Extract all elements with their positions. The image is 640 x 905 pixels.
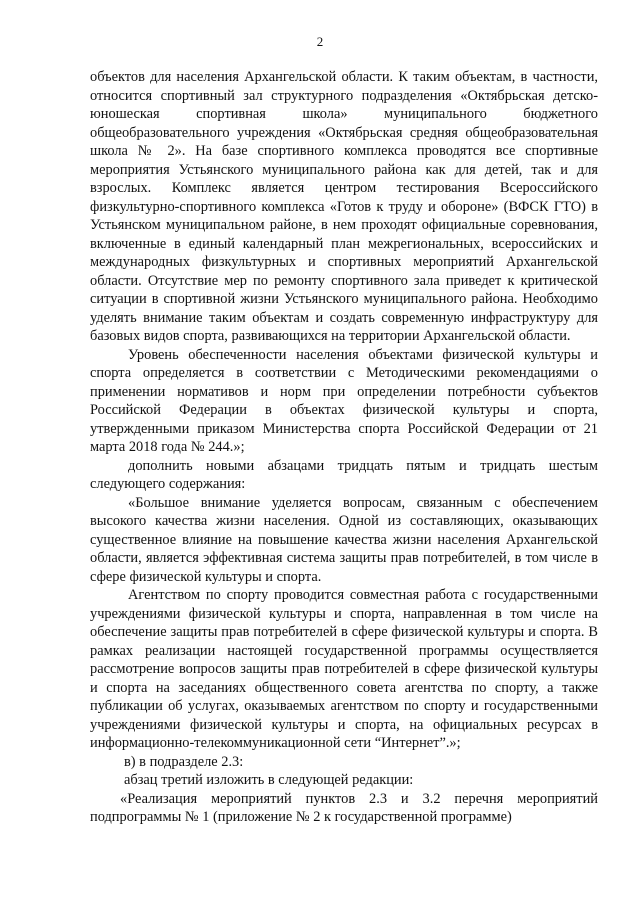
paragraph-implementation: «Реализация мероприятий пунктов 2.3 и 3.2 перечня мероприятий подпрограммы № 1 (приложение № 2 к государственной программе): [90, 790, 598, 825]
paragraph-provision-level: Уровень обеспеченности населения объектами физической культуры и спорта определяется в соответствии с Методическими рекомендациями о применении нормативов и норм при определении потребности субъектов Российской Федерации в объектах физической культуры и спорта, утвержденными приказом Министерства спорта Российской Федерации от 21 марта 2018 года № 244.»;: [90, 346, 598, 455]
paragraph-sport-hall: объектов для населения Архангельской области. К таким объектам, в частности, относится спортивный зал структурного подразделения «Октябрьская детско-юношеская спортивная школа» муниципального бюджетного общеобразовательного учреждения «Октябрьская средняя общеобразовательная школа № 2». На базе спортивного комплекса проводятся все спортивные мероприятия Устьянского муниципального района как для детей, так и для взрослых. Комплекс является центром тестирования Всероссийского физкультурно-спортивного комплекса «Готов к труду и обороне» (ВФСК ГТО) в Устьянском муниципальном районе, в нем проходят официальные соревнования, включенные в единый календарный план межрегиональных, всероссийских и международных физкультурных и спортивных мероприятий Архангельской области. Отсутствие мер по ремонту спортивного зала приведет к критической ситуации в спортивной жизни Устьянского муниципального района. Необходимо уделять внимание таким объектам и создать современную инфраструктуру для базовых видов спорта, развивающихся на территории Архангельской области.: [90, 69, 598, 344]
paragraph-quality-of-life: «Большое внимание уделяется вопросам, связанным с обеспечением высокого качества жизни населения. Одной из составляющих, оказывающих существенное влияние на повышение качества жизни населения Архангельской области, является эффективная система защиты прав потребителей, в том числе в сфере физической культуры и спорта.: [90, 494, 598, 585]
page-number: 2: [316, 34, 324, 49]
document-body: [90, 68, 598, 827]
paragraph-consumer-protection: Агентством по спорту проводится совместная работа с государственными учреждениями физической культуры и спорта, направленная в том числе на обеспечение защиты прав потребителей в сфере физической культуры и спорта. В рамках реализации настоящей государственной программы осуществляется рассмотрение вопросов защиты прав потребителей в сфере физической культуры и спорта на заседаниях общественного совета агентства по спорту, а также публикации об услугах, оказываемых агентством по спорту и государственными учреждениями физической культуры и спорта, на официальных ресурсах в информационно-телекоммуникационной сети “Интернет”.»;: [90, 587, 598, 751]
paragraph-amendment-instruction: дополнить новыми абзацами тридцать пятым и тридцать шестым следующего содержания:: [90, 457, 598, 492]
paragraph-edit-instruction: абзац третий изложить в следующей редакции:: [124, 772, 414, 788]
paragraph-subsection-item: в) в подразделе 2.3:: [124, 753, 244, 770]
